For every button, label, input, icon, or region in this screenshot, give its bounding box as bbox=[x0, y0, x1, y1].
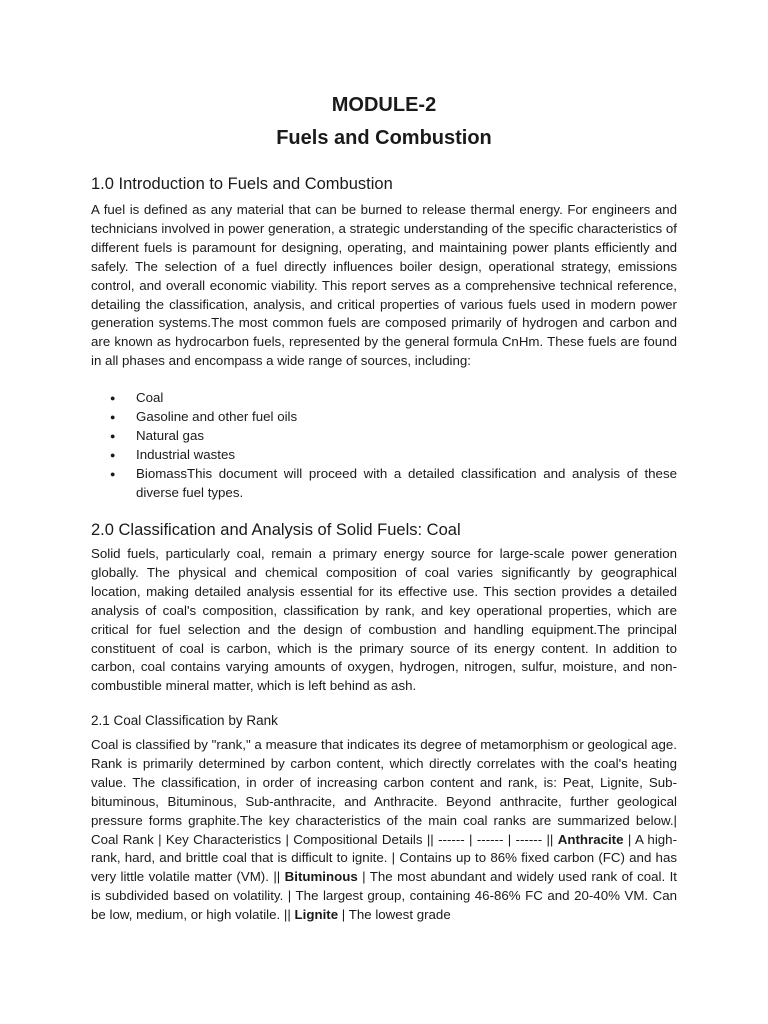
section-2-1-paragraph bbox=[91, 736, 677, 925]
rank-lignite: Lignite bbox=[294, 907, 339, 923]
document-title: Fuels and Combustion bbox=[276, 127, 492, 149]
list-item: ● Natural gas bbox=[91, 427, 677, 446]
section-1-heading: 1.0 Introduction to Fuels and Combustion bbox=[91, 175, 393, 193]
module-heading: MODULE-2 bbox=[331, 94, 437, 116]
paragraph-text: | A high-rank, hard, and brittle coal that is difficult to ignite. | Contains up to 86% fixed carbon (FC) and has very little volatile matter (VM). || bbox=[91, 831, 677, 885]
fuel-list bbox=[91, 389, 677, 502]
section-2-heading: 2.0 Classification and Analysis of Solid Fuels: Coal bbox=[91, 521, 461, 539]
paragraph-text: | The lowest grade bbox=[338, 907, 451, 923]
section-1-paragraph: A fuel is defined as any material that can be burned to release thermal energy. For engineers and technicians involved in power generation, a strategic understanding of the specific characteristics of different fuels is paramount for designing, operating, and maintaining power plants efficiently and safely. The selection of a fuel directly influences boiler design, operational strategy, emissions control, and overall economic viability. This report serves as a comprehensive technical reference, detailing the classification, analysis, and critical properties of various fuels used in modern power generation systems.The most common fuels are composed primarily of hydrogen and carbon and are known as hydrocarbon fuels, represented by the general formula CnHm. These fuels are found in all phases and encompass a wide range of sources, including: bbox=[91, 202, 677, 369]
rank-bituminous: Bituminous bbox=[284, 869, 358, 885]
section-2-1-heading: 2.1 Coal Classification by Rank bbox=[91, 713, 278, 728]
list-item: ● BiomassThis document will proceed with a detailed classification and analysis of these diverse fuel types. bbox=[91, 465, 677, 503]
paragraph-text: | The most abundant and widely used rank of coal. It is subdivided based on volatility. | The largest group, containing 46-86% FC and 20-40% VM. Can be low, medium, or high volatile. || bbox=[91, 869, 677, 923]
section-2-paragraph: Solid fuels, particularly coal, remain a primary energy source for large-scale power generation globally. The physical and chemical composition of coal varies significantly by geographical location, making detailed analysis essential for its effective use. This section provides a detailed analysis of coal's composition, classification by rank, and key operational properties, which are critical for fuel selection and the design of combustion and handling equipment.The principal constituent of coal is carbon, which is the primary source of its energy content. In addition to carbon, coal contains varying amounts of oxygen, hydrogen, nitrogen, sulfur, moisture, and non-combustible mineral matter, which is left behind as ash. bbox=[91, 546, 677, 694]
list-item: ● Gasoline and other fuel oils bbox=[91, 408, 677, 427]
list-item: ● Industrial wastes bbox=[91, 446, 677, 465]
paragraph-text: Coal is classified by "rank," a measure that indicates its degree of metamorphism or geological age. Rank is primarily determined by carbon content, which directly correlates with the coal's heating value. The classification, in order of increasing carbon content and rank, is: Peat, Lignite, Sub-bituminous, Bituminous, Sub-anthracite, and Anthracite. Beyond anthracite, further geological pressure forms graphite.The key characteristics of the main coal ranks are summarized below.| Coal Rank | Key Characteristics | Compositional Details || ------ | ------ | ------ || bbox=[91, 737, 677, 847]
rank-anthracite: Anthracite bbox=[557, 831, 624, 847]
list-item: ● Coal bbox=[91, 389, 677, 408]
